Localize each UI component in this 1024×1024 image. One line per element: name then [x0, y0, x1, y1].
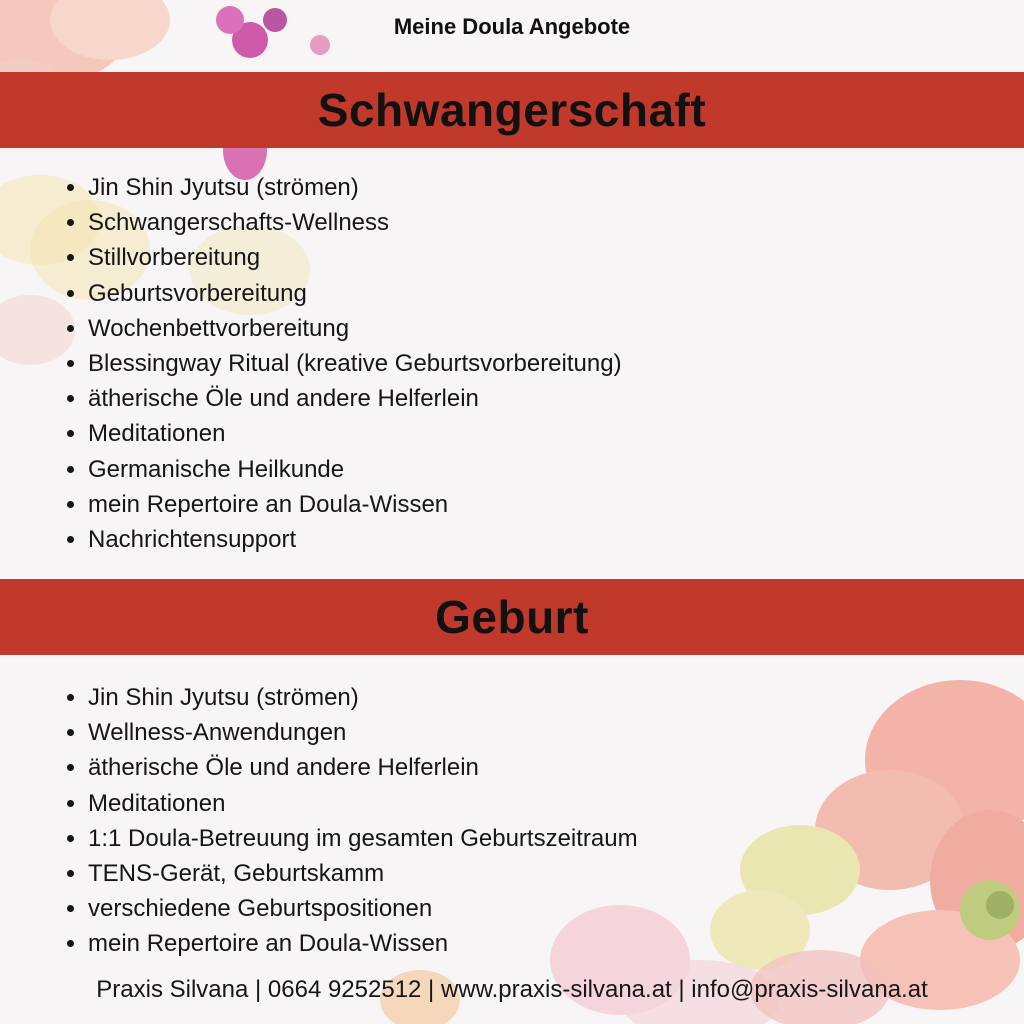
list-item: • Jin Shin Jyutsu (strömen) [88, 170, 622, 205]
footer-contact: Praxis Silvana | 0664 9252512 | www.praxis-silvana.at | info@praxis-silvana.at [96, 976, 928, 1003]
list-item: • 1:1 Doula-Betreuung im gesamten Geburtszeitraum [88, 821, 638, 856]
section-title: Geburt [435, 591, 589, 643]
list-item: • mein Repertoire an Doula-Wissen [88, 487, 622, 522]
geburt-list [60, 680, 638, 962]
list-item: • Jin Shin Jyutsu (strömen) [88, 680, 638, 715]
section-title: Schwangerschaft [317, 84, 707, 136]
list-item: • TENS-Gerät, Geburtskamm [88, 856, 638, 891]
list-item: • ätherische Öle und andere Helferlein [88, 381, 622, 416]
list-item: • Meditationen [88, 416, 622, 451]
section-header-geburt [0, 579, 1024, 655]
list-item: • Blessingway Ritual (kreative Geburtsvorbereitung) [88, 346, 622, 381]
page-title: Meine Doula Angebote [393, 14, 631, 39]
list-item: • Wochenbettvorbereitung [88, 311, 622, 346]
list-item: • verschiedene Geburtspositionen [88, 891, 638, 926]
section-header-schwangerschaft [0, 72, 1024, 148]
list-item: • ätherische Öle und andere Helferlein [88, 750, 638, 785]
list-item: • Geburtsvorbereitung [88, 276, 622, 311]
list-item: • mein Repertoire an Doula-Wissen [88, 926, 638, 961]
list-item: • Nachrichtensupport [88, 522, 622, 557]
list-item: • Schwangerschafts-Wellness [88, 205, 622, 240]
list-item: • Meditationen [88, 786, 638, 821]
list-item: • Stillvorbereitung [88, 240, 622, 275]
list-item: • Wellness-Anwendungen [88, 715, 638, 750]
schwangerschaft-list [60, 170, 622, 557]
list-item: • Germanische Heilkunde [88, 452, 622, 487]
